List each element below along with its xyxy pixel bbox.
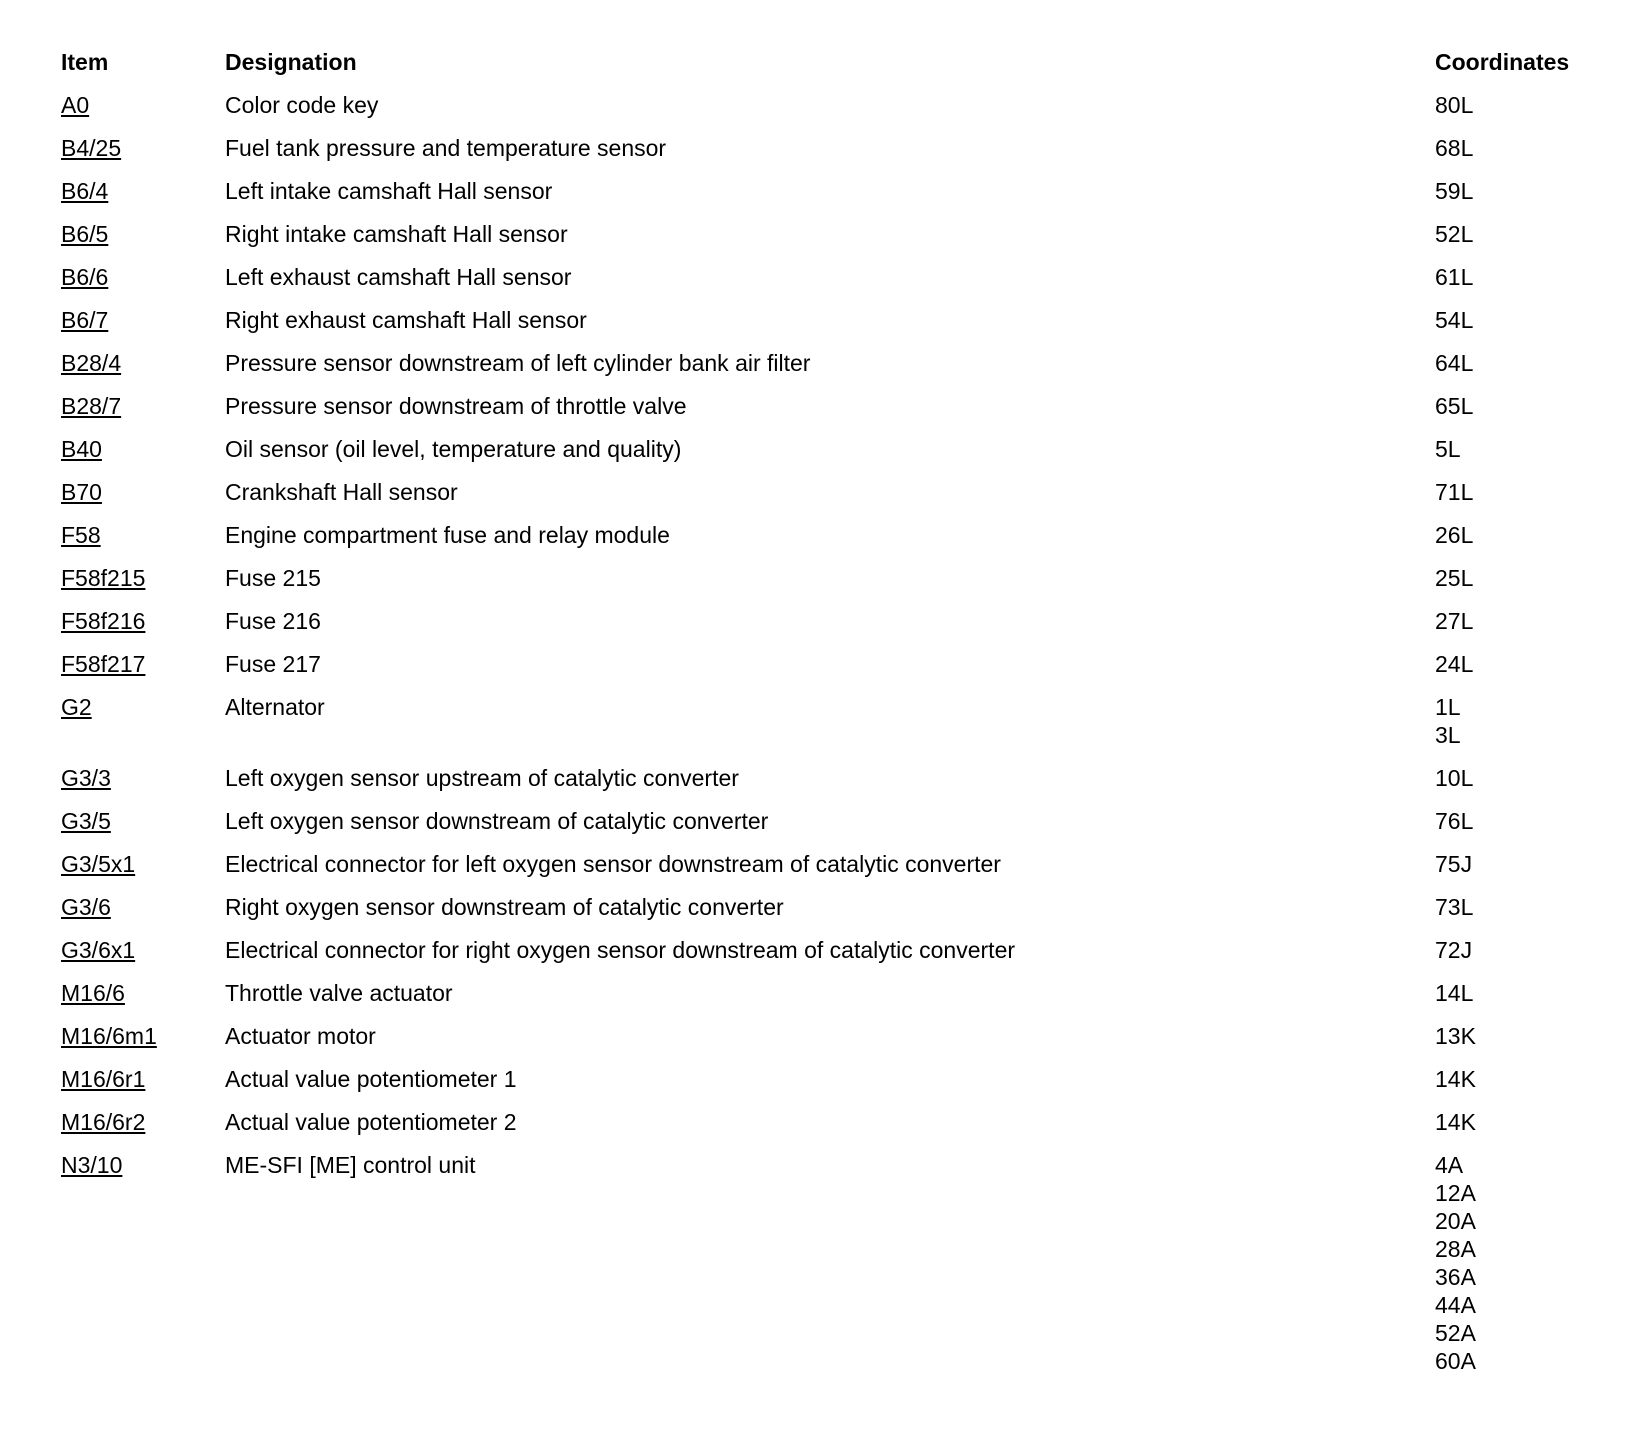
item-cell: [61, 91, 225, 134]
coordinate-value: 1L: [1435, 694, 1461, 720]
item-link[interactable]: B40: [61, 436, 102, 462]
item-link[interactable]: F58f215: [61, 565, 146, 591]
table-row: [61, 1108, 1601, 1151]
item-link[interactable]: B6/5: [61, 221, 109, 247]
designation-cell: Electrical connector for left oxygen sensor downstream of catalytic converter: [225, 851, 1001, 877]
header-coordinates: Coordinates: [1435, 49, 1570, 75]
coordinates-cell: [1435, 936, 1601, 979]
item-link[interactable]: G3/3: [61, 765, 111, 791]
table-row: [61, 177, 1601, 220]
coordinates-cell: [1435, 349, 1601, 392]
coordinates-cell: [1435, 650, 1601, 693]
designation-cell: Right exhaust camshaft Hall sensor: [225, 307, 587, 333]
table-row: [61, 764, 1601, 807]
coordinate-value: 71L: [1435, 479, 1474, 505]
table-row: [61, 521, 1601, 564]
item-cell: [61, 764, 225, 807]
coordinate-value: 60A: [1435, 1348, 1476, 1374]
designation-cell: Left exhaust camshaft Hall sensor: [225, 264, 572, 290]
designation-cell: Left intake camshaft Hall sensor: [225, 178, 553, 204]
item-link[interactable]: G3/5: [61, 808, 111, 834]
table-row: [61, 893, 1601, 936]
coordinate-value: 25L: [1435, 565, 1474, 591]
coordinates-cell: [1435, 435, 1601, 478]
designation-cell: Actual value potentiometer 2: [225, 1109, 517, 1135]
designation-cell: Electrical connector for right oxygen sensor downstream of catalytic converter: [225, 937, 1016, 963]
item-cell: [61, 263, 225, 306]
coordinates-cell: [1435, 607, 1601, 650]
coordinates-cell: [1435, 91, 1601, 134]
designation-cell: Oil sensor (oil level, temperature and quality): [225, 436, 682, 462]
item-cell: [61, 607, 225, 650]
coordinate-value: 26L: [1435, 522, 1474, 548]
designation-cell: Pressure sensor downstream of throttle valve: [225, 393, 687, 419]
item-cell: [61, 177, 225, 220]
item-cell: [61, 1108, 225, 1151]
designation-cell: Color code key: [225, 92, 379, 118]
item-link[interactable]: F58: [61, 522, 101, 548]
coordinate-value: 44A: [1435, 1292, 1476, 1318]
designation-cell: Actual value potentiometer 1: [225, 1066, 517, 1092]
item-link[interactable]: F58f217: [61, 651, 146, 677]
item-link[interactable]: M16/6: [61, 980, 125, 1006]
coordinates-cell: [1435, 693, 1601, 764]
coordinates-cell: [1435, 850, 1601, 893]
item-link[interactable]: M16/6r2: [61, 1109, 146, 1135]
header-row: [61, 48, 1601, 91]
item-cell: [61, 435, 225, 478]
coordinate-value: 61L: [1435, 264, 1474, 290]
table-row: [61, 134, 1601, 177]
coordinate-value: 59L: [1435, 178, 1474, 204]
designation-cell: Pressure sensor downstream of left cylinder bank air filter: [225, 350, 811, 376]
coordinate-value: 76L: [1435, 808, 1474, 834]
coordinate-value: 14L: [1435, 980, 1474, 1006]
item-link[interactable]: A0: [61, 92, 90, 118]
coordinates-cell: [1435, 392, 1601, 435]
table-row: [61, 478, 1601, 521]
item-link[interactable]: G2: [61, 694, 92, 720]
item-cell: [61, 478, 225, 521]
item-link[interactable]: B6/4: [61, 178, 109, 204]
item-cell: [61, 807, 225, 850]
designation-cell: ME-SFI [ME] control unit: [225, 1152, 476, 1178]
table-row: [61, 220, 1601, 263]
table-row: [61, 936, 1601, 979]
item-cell: [61, 693, 225, 764]
item-cell: [61, 306, 225, 349]
item-link[interactable]: F58f216: [61, 608, 146, 634]
item-link[interactable]: B6/6: [61, 264, 109, 290]
item-cell: [61, 1022, 225, 1065]
designation-cell: Fuse 216: [225, 608, 321, 634]
coordinates-cell: [1435, 306, 1601, 349]
coordinates-cell: [1435, 263, 1601, 306]
item-cell: [61, 1151, 225, 1390]
designation-cell: Fuel tank pressure and temperature sensor: [225, 135, 667, 161]
coordinates-cell: [1435, 893, 1601, 936]
item-link[interactable]: B6/7: [61, 307, 109, 333]
coordinate-value: 12A: [1435, 1180, 1476, 1206]
coordinate-value: 10L: [1435, 765, 1474, 791]
coordinate-value: 54L: [1435, 307, 1474, 333]
item-link[interactable]: N3/10: [61, 1152, 123, 1178]
item-link[interactable]: B28/4: [61, 350, 122, 376]
item-cell: [61, 220, 225, 263]
coordinates-cell: [1435, 1108, 1601, 1151]
designation-cell: Throttle valve actuator: [225, 980, 453, 1006]
designation-cell: Alternator: [225, 694, 325, 720]
coordinate-value: 14K: [1435, 1109, 1476, 1135]
coordinate-value: 4A: [1435, 1152, 1464, 1178]
item-cell: [61, 564, 225, 607]
item-link[interactable]: G3/6: [61, 894, 111, 920]
coordinate-value: 28A: [1435, 1236, 1476, 1262]
designation-cell: Left oxygen sensor downstream of catalytic converter: [225, 808, 769, 834]
item-link[interactable]: G3/6x1: [61, 937, 136, 963]
item-link[interactable]: M16/6m1: [61, 1023, 157, 1049]
table-row: [61, 979, 1601, 1022]
table-row: [61, 807, 1601, 850]
coordinates-cell: [1435, 177, 1601, 220]
coordinate-value: 14K: [1435, 1066, 1476, 1092]
coordinates-cell: [1435, 1065, 1601, 1108]
coordinate-value: 5L: [1435, 436, 1461, 462]
designation-cell: Right oxygen sensor downstream of catalytic converter: [225, 894, 784, 920]
designation-cell: Actuator motor: [225, 1023, 376, 1049]
designation-cell: Fuse 217: [225, 651, 321, 677]
item-cell: [61, 979, 225, 1022]
item-link[interactable]: B4/25: [61, 135, 122, 161]
coordinates-cell: [1435, 979, 1601, 1022]
coordinate-value: 80L: [1435, 92, 1474, 118]
item-cell: [61, 521, 225, 564]
coordinate-value: 27L: [1435, 608, 1474, 634]
coordinate-value: 73L: [1435, 894, 1474, 920]
designation-cell: Crankshaft Hall sensor: [225, 479, 458, 505]
table-body: [61, 91, 1601, 1390]
item-cell: [61, 893, 225, 936]
table-row: [61, 306, 1601, 349]
table-row: [61, 1151, 1601, 1390]
coordinate-value: 64L: [1435, 350, 1474, 376]
coordinate-value: 36A: [1435, 1264, 1476, 1290]
designation-cell: Right intake camshaft Hall sensor: [225, 221, 568, 247]
coordinates-cell: [1435, 521, 1601, 564]
coordinate-value: 75J: [1435, 851, 1473, 877]
table-row: [61, 392, 1601, 435]
coordinates-cell: [1435, 220, 1601, 263]
header-designation: Designation: [225, 49, 357, 75]
item-link[interactable]: G3/5x1: [61, 851, 136, 877]
coordinates-cell: [1435, 564, 1601, 607]
designation-cell: Left oxygen sensor upstream of catalytic converter: [225, 765, 739, 791]
coordinate-value: 24L: [1435, 651, 1474, 677]
item-cell: [61, 850, 225, 893]
coordinate-value: 65L: [1435, 393, 1474, 419]
item-cell: [61, 134, 225, 177]
designation-cell: Engine compartment fuse and relay module: [225, 522, 670, 548]
table-row: [61, 607, 1601, 650]
item-cell: [61, 936, 225, 979]
item-cell: [61, 1065, 225, 1108]
designation-cell: Fuse 215: [225, 565, 321, 591]
item-link[interactable]: B28/7: [61, 393, 122, 419]
coordinates-cell: [1435, 1022, 1601, 1065]
item-link[interactable]: M16/6r1: [61, 1066, 146, 1092]
coordinate-value: 3L: [1435, 722, 1461, 748]
table-row: [61, 435, 1601, 478]
table-row: [61, 263, 1601, 306]
coordinates-cell: [1435, 764, 1601, 807]
table-header: [61, 48, 1601, 91]
table-row: [61, 650, 1601, 693]
component-legend-table: [61, 48, 1601, 1390]
table-row: [61, 1022, 1601, 1065]
coordinate-value: 68L: [1435, 135, 1474, 161]
coordinate-value: 72J: [1435, 937, 1473, 963]
table-row: [61, 850, 1601, 893]
coordinate-value: 52L: [1435, 221, 1474, 247]
header-item: Item: [61, 49, 109, 75]
coordinate-value: 20A: [1435, 1208, 1476, 1234]
item-cell: [61, 650, 225, 693]
coordinates-cell: [1435, 478, 1601, 521]
table-row: [61, 693, 1601, 764]
coordinates-cell: [1435, 134, 1601, 177]
table-row: [61, 1065, 1601, 1108]
coordinate-value: 52A: [1435, 1320, 1476, 1346]
table-row: [61, 91, 1601, 134]
coordinates-cell: [1435, 807, 1601, 850]
item-cell: [61, 349, 225, 392]
coordinates-cell: [1435, 1151, 1601, 1390]
coordinate-value: 13K: [1435, 1023, 1476, 1049]
item-cell: [61, 392, 225, 435]
item-link[interactable]: B70: [61, 479, 102, 505]
table-row: [61, 564, 1601, 607]
table-row: [61, 349, 1601, 392]
